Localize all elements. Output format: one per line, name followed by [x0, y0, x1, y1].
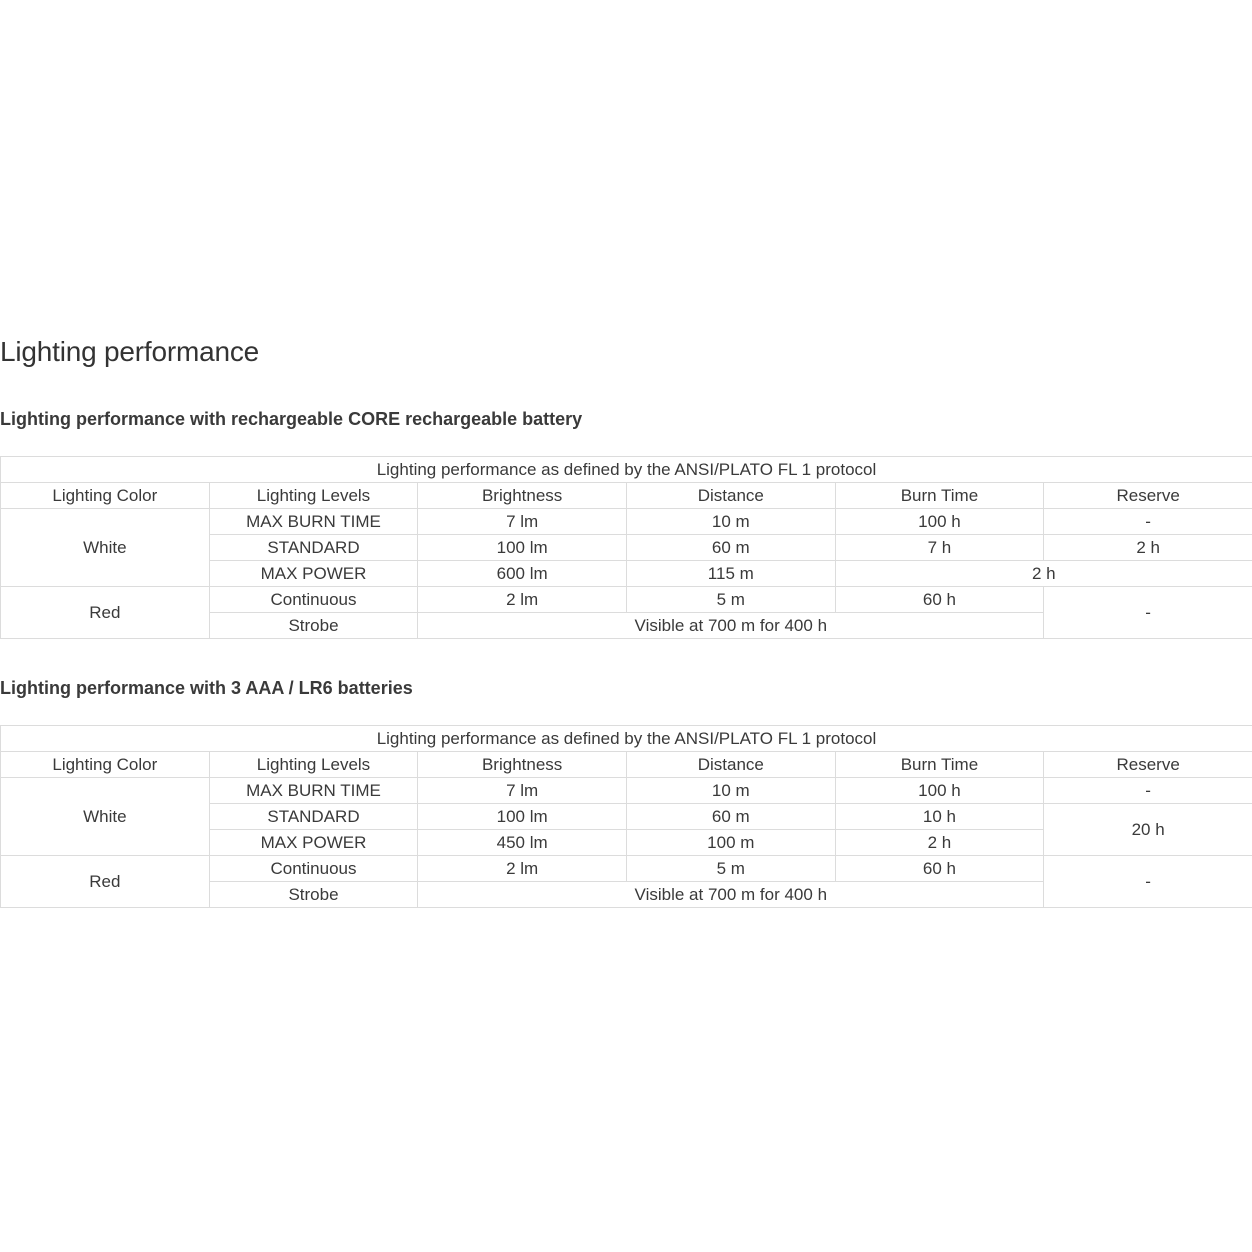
- burn-time-cell: 100 h: [835, 509, 1044, 535]
- distance-cell: 60 m: [626, 804, 835, 830]
- color-red: Red: [1, 856, 210, 908]
- burn-time-cell: 60 h: [835, 856, 1044, 882]
- header-distance: Distance: [626, 483, 835, 509]
- level-cell: Strobe: [209, 613, 418, 639]
- header-reserve: Reserve: [1044, 752, 1252, 778]
- reserve-cell: -: [1044, 509, 1252, 535]
- color-white: White: [1, 509, 210, 587]
- table-caption: Lighting performance as defined by the ANSI/PLATO FL 1 protocol: [1, 726, 1252, 752]
- lighting-table-core-battery: [0, 456, 1252, 639]
- page-title: Lighting performance: [0, 336, 260, 367]
- distance-cell: 115 m: [626, 561, 835, 587]
- distance-cell: 5 m: [626, 856, 835, 882]
- header-distance: Distance: [626, 752, 835, 778]
- level-cell: Continuous: [209, 856, 418, 882]
- level-cell: MAX BURN TIME: [209, 778, 418, 804]
- brightness-cell: 100 lm: [418, 535, 627, 561]
- lighting-table-aaa-batteries: [0, 725, 1252, 908]
- reserve-cell: 2 h: [1044, 535, 1252, 561]
- brightness-cell: 450 lm: [418, 830, 627, 856]
- reserve-cell: -: [1044, 778, 1252, 804]
- level-cell: STANDARD: [209, 535, 418, 561]
- color-red: Red: [1, 587, 210, 639]
- table-caption: Lighting performance as defined by the ANSI/PLATO FL 1 protocol: [1, 457, 1252, 483]
- strobe-note-cell: Visible at 700 m for 400 h: [418, 613, 1044, 639]
- burn-time-cell: 100 h: [835, 778, 1044, 804]
- distance-cell: 10 m: [626, 509, 835, 535]
- section-title-core-battery: Lighting performance with rechargeable CORE rechargeable battery: [0, 409, 583, 429]
- level-cell: STANDARD: [209, 804, 418, 830]
- level-cell: MAX POWER: [209, 830, 418, 856]
- brightness-cell: 2 lm: [418, 856, 627, 882]
- level-cell: MAX POWER: [209, 561, 418, 587]
- header-lighting-color: Lighting Color: [1, 752, 210, 778]
- table-row: [1, 509, 1252, 535]
- header-lighting-levels: Lighting Levels: [209, 752, 418, 778]
- header-burn-time: Burn Time: [835, 752, 1044, 778]
- brightness-cell: 2 lm: [418, 587, 627, 613]
- header-reserve: Reserve: [1044, 483, 1252, 509]
- table-row: [1, 587, 1252, 613]
- strobe-note-cell: Visible at 700 m for 400 h: [418, 882, 1044, 908]
- level-cell: Continuous: [209, 587, 418, 613]
- reserve-cell: -: [1044, 856, 1252, 908]
- burn-time-cell: 2 h: [835, 830, 1044, 856]
- burn-time-cell: 10 h: [835, 804, 1044, 830]
- header-lighting-color: Lighting Color: [1, 483, 210, 509]
- burn-time-cell: 7 h: [835, 535, 1044, 561]
- header-burn-time: Burn Time: [835, 483, 1044, 509]
- reserve-cell: -: [1044, 587, 1252, 639]
- brightness-cell: 600 lm: [418, 561, 627, 587]
- header-brightness: Brightness: [418, 752, 627, 778]
- table-caption-row: [1, 726, 1252, 752]
- header-lighting-levels: Lighting Levels: [209, 483, 418, 509]
- table-row: [1, 856, 1252, 882]
- brightness-cell: 7 lm: [418, 509, 627, 535]
- brightness-cell: 100 lm: [418, 804, 627, 830]
- distance-cell: 10 m: [626, 778, 835, 804]
- brightness-cell: 7 lm: [418, 778, 627, 804]
- color-white: White: [1, 778, 210, 856]
- section-title-aaa-batteries: Lighting performance with 3 AAA / LR6 batteries: [0, 678, 413, 698]
- burn-time-cell: 60 h: [835, 587, 1044, 613]
- reserve-merged-cell: 20 h: [1044, 804, 1252, 856]
- distance-cell: 60 m: [626, 535, 835, 561]
- header-brightness: Brightness: [418, 483, 627, 509]
- distance-cell: 100 m: [626, 830, 835, 856]
- burn-reserve-merged-cell: 2 h: [835, 561, 1252, 587]
- table-row: [1, 778, 1252, 804]
- table-caption-row: [1, 457, 1252, 483]
- table-header-row: [1, 483, 1252, 509]
- table-header-row: [1, 752, 1252, 778]
- distance-cell: 5 m: [626, 587, 835, 613]
- level-cell: MAX BURN TIME: [209, 509, 418, 535]
- level-cell: Strobe: [209, 882, 418, 908]
